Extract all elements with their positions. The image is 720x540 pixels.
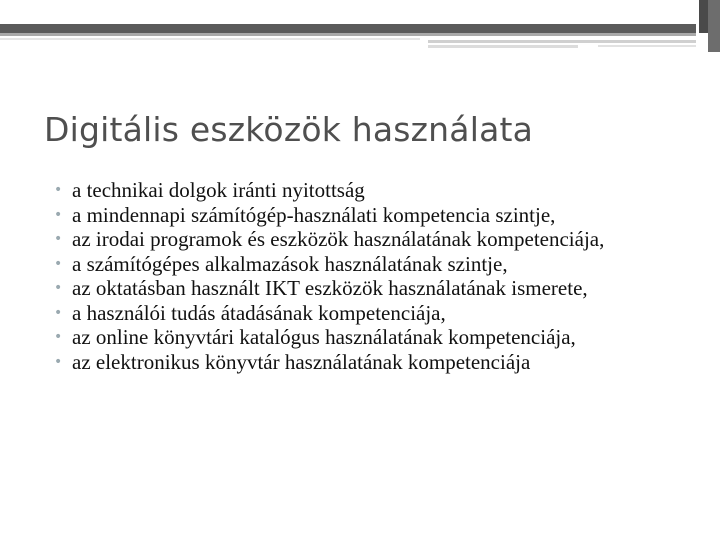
bullet-icon: • bbox=[54, 304, 63, 321]
header-corner-accent bbox=[708, 0, 720, 52]
list-item bbox=[52, 203, 692, 228]
header-bar-mid bbox=[0, 33, 696, 36]
bullet-icon: • bbox=[54, 353, 63, 370]
list-item bbox=[52, 301, 692, 326]
list-item bbox=[52, 276, 692, 301]
list-item-text: a technikai dolgok iránti nyitottság bbox=[72, 178, 365, 202]
header-rule-light-1 bbox=[428, 40, 696, 43]
list-item-text: az elektronikus könyvtár használatának kompetenciája bbox=[72, 349, 531, 374]
header-bar-dark bbox=[0, 24, 696, 33]
header-band bbox=[0, 0, 720, 24]
list-item-text: az oktatásban használt IKT eszközök használatának ismerete, bbox=[72, 276, 588, 300]
header-rule-light-3 bbox=[598, 45, 696, 47]
bullet-icon: • bbox=[54, 206, 63, 223]
list-item-text: a számítógépes alkalmazások használatának szintje, bbox=[72, 251, 508, 276]
bullet-icon: • bbox=[54, 182, 63, 198]
list-item bbox=[52, 227, 692, 252]
list-item bbox=[52, 350, 692, 375]
list-item-text: az online könyvtári katalógus használatának kompetenciája, bbox=[72, 325, 576, 349]
bullet-icon: • bbox=[54, 231, 63, 247]
list-item-text: a mindennapi számítógép-használati kompetencia szintje, bbox=[72, 202, 556, 227]
list-item-text: az irodai programok és eszközök használatának kompetenciája, bbox=[72, 227, 605, 251]
bullet-icon: • bbox=[54, 255, 63, 272]
header-rule-light-2 bbox=[428, 45, 578, 48]
bullet-list bbox=[52, 178, 692, 374]
list-item bbox=[52, 252, 692, 277]
list-item bbox=[52, 325, 692, 350]
list-item bbox=[52, 178, 692, 203]
bullet-icon: • bbox=[54, 280, 63, 296]
bullet-icon: • bbox=[54, 329, 63, 345]
list-item-text: a használói tudás átadásának kompetenciája, bbox=[72, 300, 446, 325]
header-rule-thin bbox=[0, 38, 420, 40]
slide-title: Digitális eszközök használata bbox=[44, 110, 534, 149]
